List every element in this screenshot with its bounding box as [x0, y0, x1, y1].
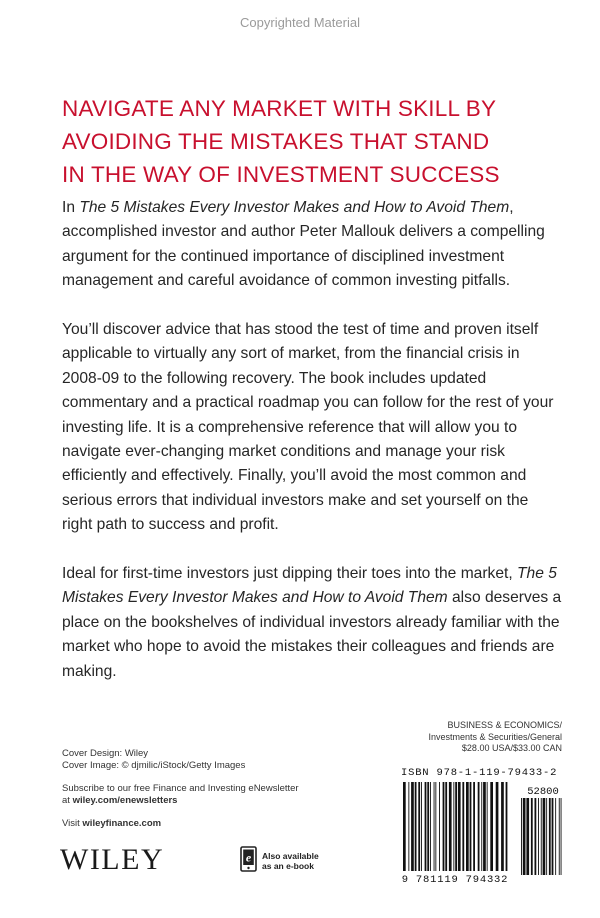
paragraph-2: You’ll discover advice that has stood the test of time and proven itself applicable to virtually any sort of market, from the financial crisis in 2008-09 to the following recovery. The book includes updated commentary and a practical roadmap you can follow for the rest of your investing life. It is a comprehensive reference that will allow you to navigate ever-changing market conditions and manage your risk efficiently and effectively. Finally, you’ll avoid the most common and serious errors that individual investors make and set yourself on the right path to success and profit. — [62, 321, 554, 534]
barcode-bar — [418, 782, 420, 871]
category-block — [394, 720, 562, 755]
barcode-bar — [455, 782, 457, 871]
cover-credits — [62, 748, 245, 772]
ean-bars — [403, 782, 507, 871]
barcode-bar — [478, 782, 480, 871]
barcode-bar — [445, 782, 447, 871]
p3-start: Ideal for first-time investors just dipping their toes into the market, — [62, 565, 518, 583]
book-title: The 5 Mistakes Every Investor Makes and How to Avoid Them — [62, 565, 557, 607]
isbn-label: ISBN 978-1-119-79433-2 — [401, 767, 558, 779]
newsletter-note — [62, 783, 299, 807]
barcode-bar — [466, 782, 469, 871]
headline-line-2: AVOIDING THE MISTAKES THAT STAND — [62, 129, 490, 154]
barcode-bar — [559, 798, 560, 875]
headline-line-3: IN THE WAY OF INVESTMENT SUCCESS — [62, 162, 500, 187]
paragraph-3 — [62, 562, 562, 684]
barcode-bar — [462, 782, 464, 871]
barcode-bar — [415, 782, 417, 871]
barcode-bar — [496, 782, 499, 871]
barcode-bar — [549, 798, 551, 875]
copyright-watermark: Copyrighted Material — [240, 15, 360, 30]
barcode-bar — [535, 798, 537, 875]
barcode-bar — [523, 798, 526, 875]
barcode-bar — [403, 782, 406, 871]
paragraph-1 — [62, 196, 562, 294]
price-addon-bars — [521, 798, 562, 875]
newsletter-prefix: at — [62, 795, 73, 806]
barcode-bar — [506, 782, 508, 871]
price-code: 52800 — [527, 786, 559, 798]
headline — [62, 92, 562, 191]
headline-line-1: NAVIGATE ANY MARKET WITH SKILL BY — [62, 96, 497, 121]
barcode-bar — [439, 782, 440, 871]
barcode-bar — [473, 782, 475, 871]
book-title: The 5 Mistakes Every Investor Makes and How to Avoid Them — [79, 199, 510, 216]
p3-rest: also deserves a place on the bookshelves of individual investors already familiar with the market who hope to avoid the mistakes their colleagues and friends are making. — [62, 589, 562, 680]
barcode-bar — [483, 782, 486, 871]
ean-digits: 9 781119 794332 — [401, 874, 509, 883]
barcode-bar — [421, 782, 422, 871]
barcode-bar — [487, 782, 488, 871]
description — [62, 196, 562, 708]
barcode-bar — [434, 782, 435, 871]
barcode-bar — [543, 798, 546, 875]
cover-image-credit: Cover Image: © djmilic/iStock/Getty Images — [62, 760, 246, 771]
newsletter-link[interactable]: wiley.com/enewsletters — [72, 795, 178, 806]
wileyfinance-link[interactable]: wileyfinance.com — [82, 818, 162, 829]
price: $28.00 USA/$33.00 CAN — [461, 743, 562, 753]
ebook-availability — [262, 851, 319, 871]
barcode-bar — [449, 782, 452, 871]
ebook-icon — [240, 846, 257, 872]
barcode-bar — [470, 782, 472, 871]
wiley-logo: WILEY — [60, 843, 165, 876]
barcode-bar — [526, 798, 529, 875]
newsletter-line-1: Subscribe to our free Finance and Investing eNewsletter — [62, 783, 299, 794]
barcode-bar — [443, 782, 445, 871]
visit-note — [62, 818, 161, 829]
barcode-bar — [408, 782, 409, 871]
svg-text:e: e — [245, 850, 252, 865]
barcode-bar — [435, 782, 436, 871]
category-line-2: Investments & Securities/General — [428, 731, 562, 742]
barcode-bar — [541, 798, 542, 875]
barcode-bar — [531, 798, 533, 875]
barcode — [397, 779, 565, 883]
barcode-bar — [521, 798, 522, 875]
barcode-bar — [458, 782, 461, 871]
barcode-bar — [427, 782, 429, 871]
barcode-bar — [430, 782, 431, 871]
barcode-bar — [552, 798, 554, 875]
category-line-1: BUSINESS & ECONOMICS/ — [447, 720, 562, 730]
newsletter-line-2 — [62, 795, 299, 807]
barcode-bar — [555, 798, 556, 875]
barcode-bar — [561, 798, 562, 875]
barcode-bar — [490, 782, 493, 871]
barcode-bar — [453, 782, 454, 871]
barcode-bar — [538, 798, 539, 875]
barcode-bar — [501, 782, 504, 871]
visit-prefix: Visit — [62, 818, 83, 829]
barcode-bar — [546, 798, 547, 875]
p1-in: In — [62, 199, 80, 216]
barcode-bar — [411, 782, 414, 871]
cover-design-credit: Cover Design: Wiley — [62, 748, 149, 759]
ebook-line-2: as an e-book — [262, 861, 314, 871]
barcode-bar — [425, 782, 427, 871]
ebook-line-1: Also available — [262, 851, 319, 861]
barcode-bar — [481, 782, 482, 871]
p1-rest: , accomplished investor and author Peter Mallouk delivers a compelling argument for the continued importance of disciplined investment management and careful avoidance of common investing pitfalls. — [62, 199, 545, 290]
